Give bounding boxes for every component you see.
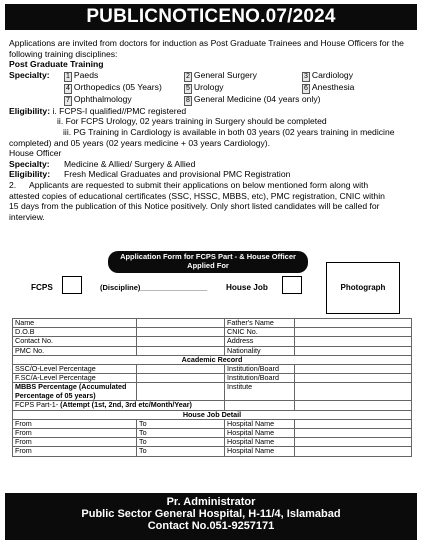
fcps-attempt-field[interactable]: FCPS Part-1- (Attempt (1st, 2nd, 3rd etc/Month/Year) <box>13 401 225 410</box>
table-row <box>13 401 412 410</box>
table-row <box>13 419 412 428</box>
hospital-name-field[interactable]: Hospital Name <box>225 429 295 438</box>
para2-line: interview. <box>9 211 45 222</box>
fcps-checkbox[interactable] <box>62 276 82 294</box>
administrator-title: Pr. Administrator <box>166 496 256 508</box>
address-field[interactable]: Address <box>225 337 295 346</box>
table-row <box>13 319 412 328</box>
table-row <box>13 328 412 337</box>
pmc-field[interactable]: PMC No. <box>13 346 137 355</box>
intro-text: Applications are invited from doctors for induction as Post Graduate Trainees and House Officers for the following training disciplines: <box>9 38 404 59</box>
notice-title: PUBLICNOTICENO.07/2024 <box>5 4 417 30</box>
eligibility-line: ii. For FCPS Urology, 02 years training in Surgery should be completed <box>57 116 327 127</box>
nationality-field[interactable]: Nationality <box>225 346 295 355</box>
house-job-checkbox[interactable] <box>282 276 302 294</box>
ho-specialty: Specialty: Medicine & Allied/ Surgery & Allied <box>9 158 196 169</box>
academic-record-heading: Academic Record <box>13 355 412 364</box>
eligibility-line: completed) and 05 years (02 years medicine + 03 years Cardiology). <box>9 137 271 148</box>
ho-eligibility: Eligibility: Fresh Medical Graduates and provisional PMC Registration <box>9 169 291 180</box>
specialty-item: 8 General Medicine (04 years only) <box>186 93 321 104</box>
name-field[interactable]: Name <box>13 319 137 328</box>
specialty-label: Specialty: <box>9 69 50 80</box>
eligibility-line: iii. PG Training in Cardiology is available in both 03 years (02 years training in medicine <box>63 126 395 137</box>
form-title-bar: Application Form for FCPS Part - & House Officer Applied For <box>108 251 308 273</box>
table-row <box>13 447 412 456</box>
specialty-item: 1 Paeds <box>66 69 99 80</box>
para2-line: 2. Applicants are requested to submit their applications on below mentioned form along with <box>9 179 369 190</box>
institution-field[interactable]: Institution/Board <box>225 374 295 383</box>
to-field[interactable]: To <box>137 447 225 456</box>
ssc-field[interactable]: SSC/O-Level Percentage <box>13 365 137 374</box>
application-form-table <box>12 318 412 457</box>
from-field[interactable]: From <box>13 447 137 456</box>
specialty-item: 4 Orthopedics (05 Years) <box>66 81 162 92</box>
table-row <box>13 410 412 419</box>
specialty-grid <box>9 70 414 106</box>
institute-field[interactable]: Institute <box>225 383 295 401</box>
discipline-label: (Discipline)________________ <box>100 283 208 292</box>
ho-heading: House Officer <box>9 148 62 159</box>
para2-line: 15 days from the publication of this Notice positively. Only short listed candidates will be called for <box>9 201 380 212</box>
specialty-item: 6 Anesthesia <box>304 81 355 92</box>
pg-heading: Post Graduate Training <box>9 59 104 70</box>
to-field[interactable]: To <box>137 429 225 438</box>
institution-field[interactable]: Institution/Board <box>225 365 295 374</box>
hospital-name-field[interactable]: Hospital Name <box>225 447 295 456</box>
from-field[interactable]: From <box>13 438 137 447</box>
table-row <box>13 337 412 346</box>
notice-body <box>9 38 414 222</box>
specialty-item: 5 Urology <box>186 81 224 92</box>
hospital-address: Public Sector General Hospital, H-11/4, Islamabad <box>81 508 341 521</box>
contact-footer <box>5 493 417 540</box>
table-row <box>13 346 412 355</box>
photograph-box[interactable]: Photograph <box>326 262 400 314</box>
from-field[interactable]: From <box>13 419 137 428</box>
contact-field[interactable]: Contact No. <box>13 337 137 346</box>
specialty-item: 7 Ophthalmology <box>66 93 132 104</box>
dob-field[interactable]: D.O.B <box>13 328 137 337</box>
to-field[interactable]: To <box>137 419 225 428</box>
table-row <box>13 429 412 438</box>
eligibility-line: Eligibility: i. FCPS-I qualified//PMC registered <box>9 105 187 116</box>
house-job-label: House Job <box>226 283 268 292</box>
table-row <box>13 383 412 401</box>
fcps-label: FCPS <box>31 283 53 292</box>
specialty-item: 3 Cardiology <box>304 69 353 80</box>
table-row <box>13 438 412 447</box>
fsc-field[interactable]: F.SC/A-Level Percentage <box>13 374 137 383</box>
from-field[interactable]: From <box>13 429 137 438</box>
to-field[interactable]: To <box>137 438 225 447</box>
mbbs-field[interactable]: MBBS Percentage (Accumulated Percentage of 05 years) <box>13 383 137 401</box>
specialty-item: 2 General Surgery <box>186 69 257 80</box>
hospital-name-field[interactable]: Hospital Name <box>225 438 295 447</box>
fathers-name-field[interactable]: Father's Name <box>225 319 295 328</box>
house-job-heading: House Job Detail <box>13 410 412 419</box>
para2-line: attested copies of educational certificates (SSC, HSSC, MBBS, etc), PMC registration, CNIC within <box>9 190 385 201</box>
cnic-field[interactable]: CNIC No. <box>225 328 295 337</box>
hospital-name-field[interactable]: Hospital Name <box>225 419 295 428</box>
contact-number: Contact No.051-9257171 <box>147 520 275 533</box>
